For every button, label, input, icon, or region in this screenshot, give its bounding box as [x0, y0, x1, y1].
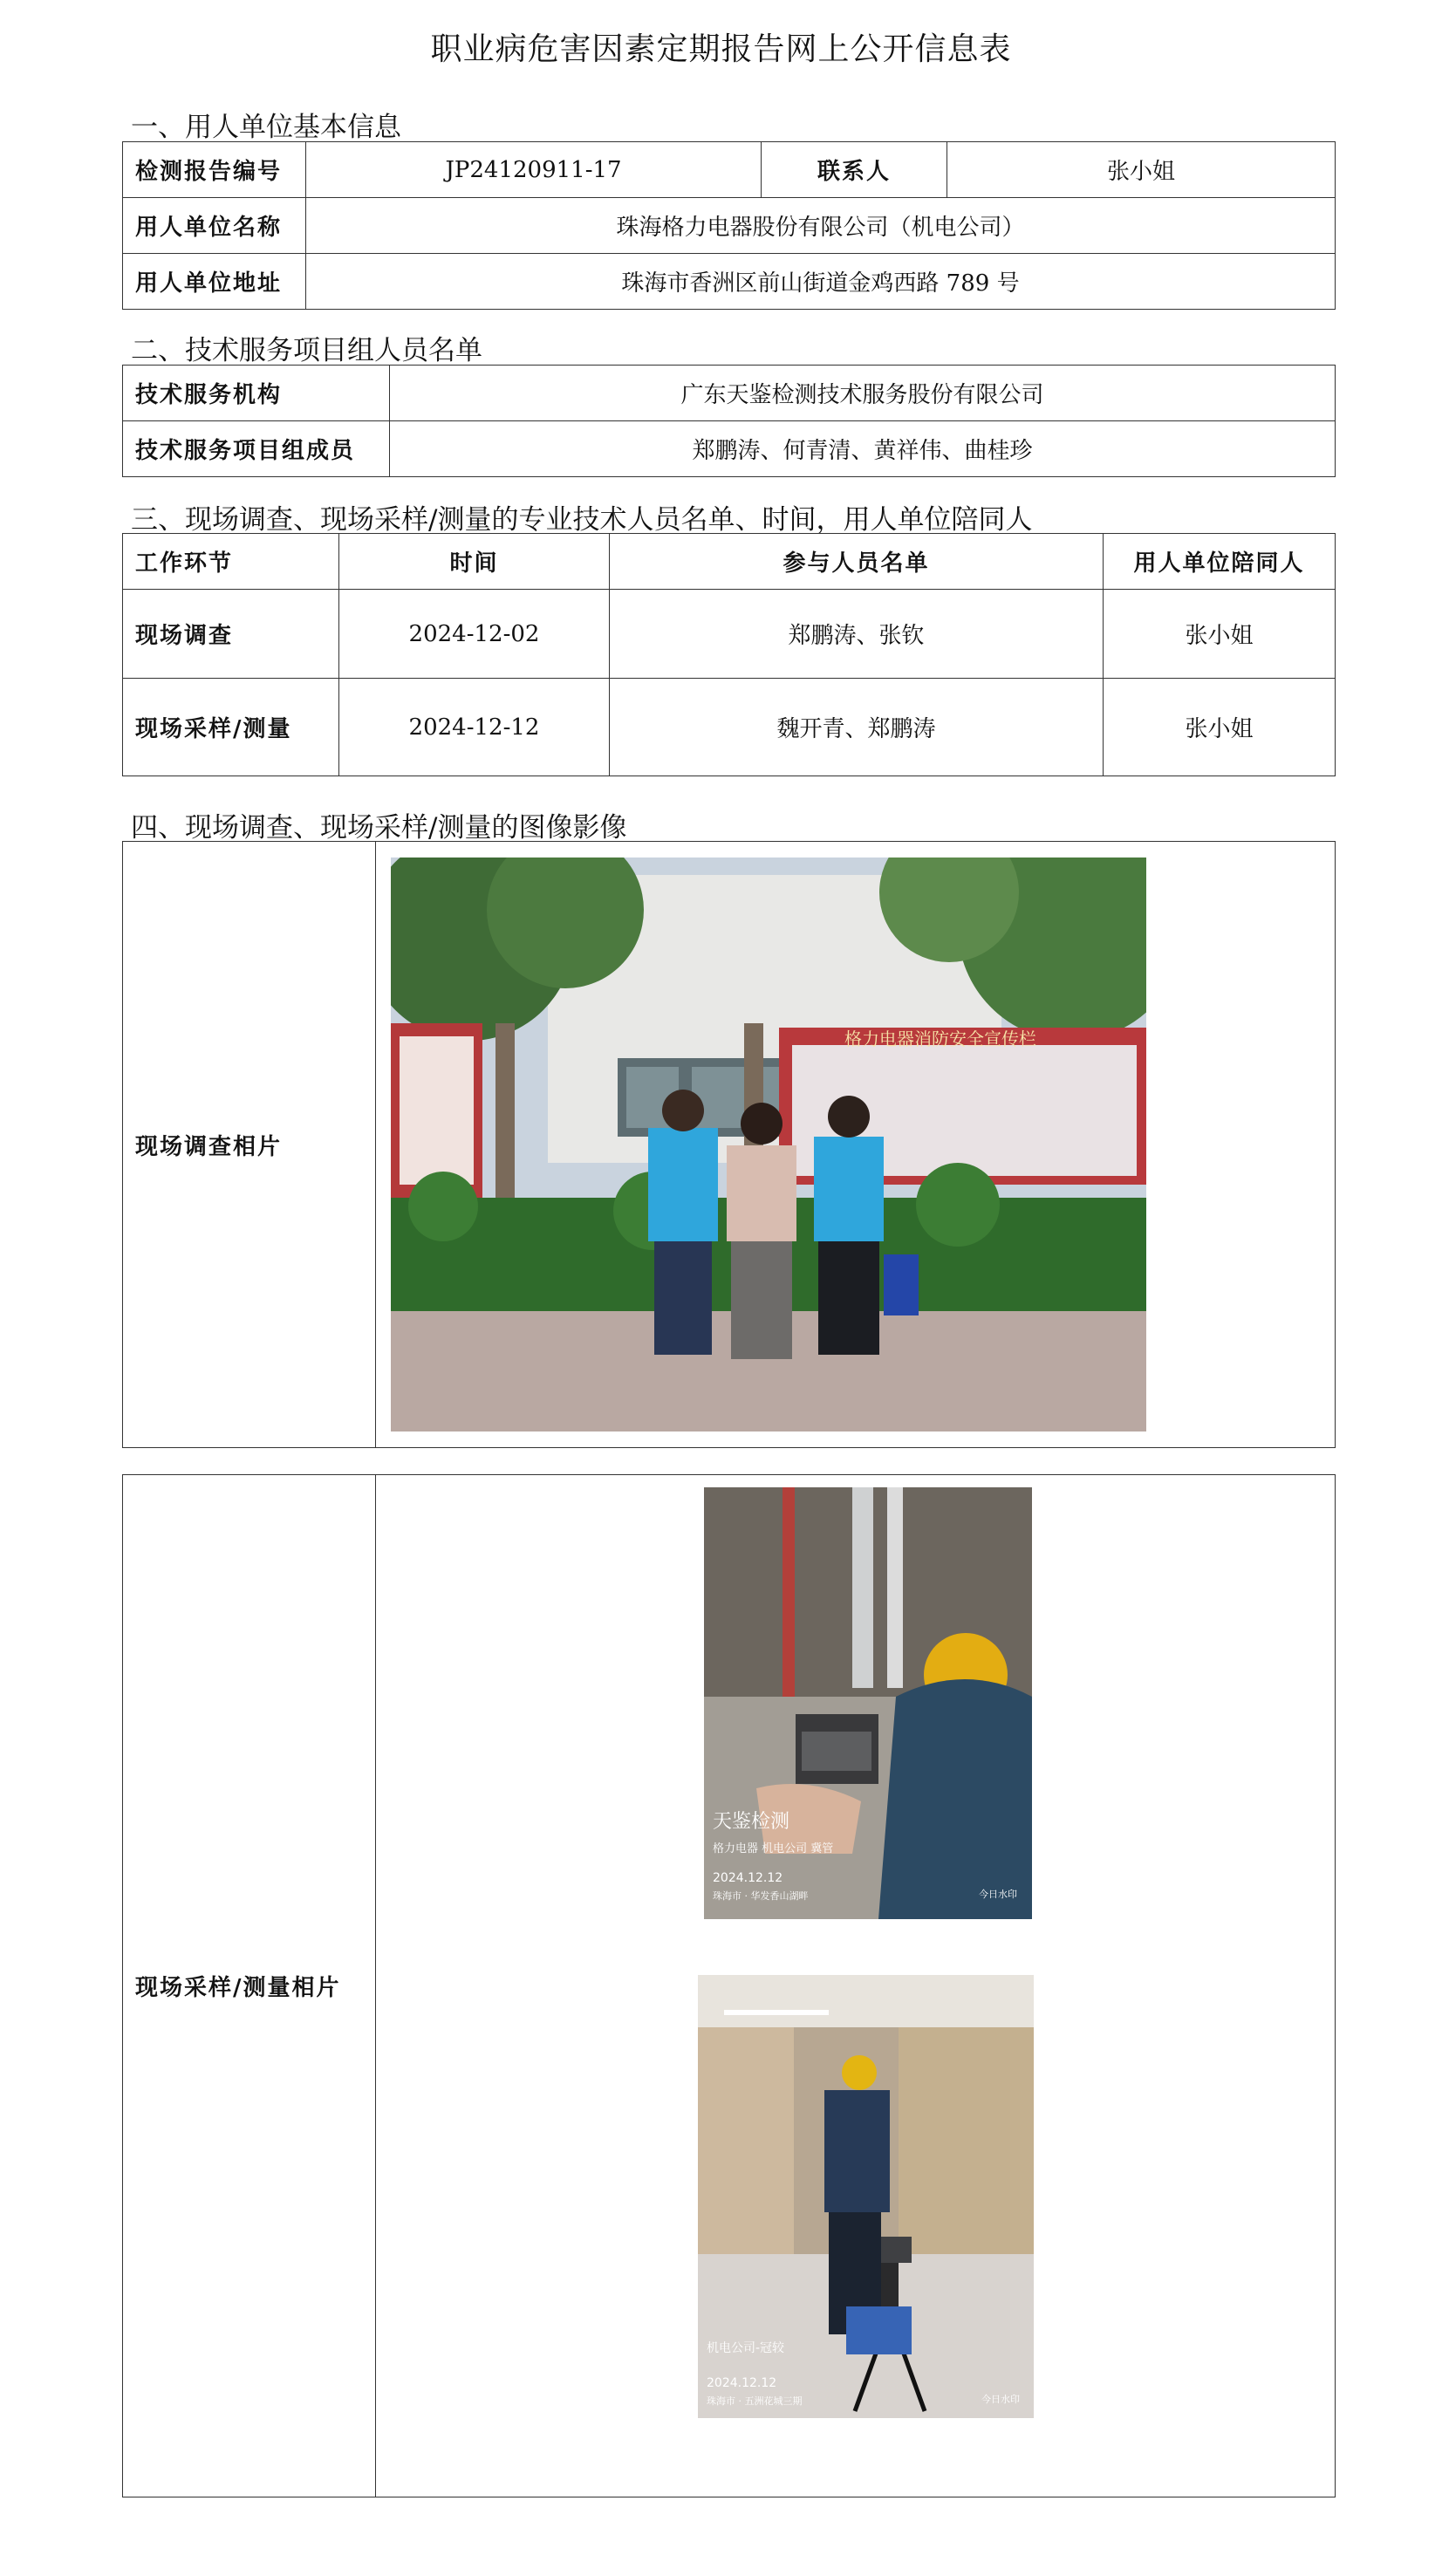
photo1-corner: 今日水印	[979, 1889, 1017, 1900]
section3-heading: 三、现场调查、现场采样/测量的专业技术人员名单、时间，用人单位陪同人	[131, 504, 1033, 536]
basic-info-table	[122, 141, 1336, 310]
table-row	[123, 366, 1336, 421]
row1-people: 郑鹏涛、张钦	[610, 590, 1104, 679]
team-table	[122, 365, 1336, 477]
contact-label: 联系人	[762, 142, 947, 198]
sampling-photo-2	[698, 1975, 1034, 2418]
section1-heading: 一、用人单位基本信息	[131, 112, 401, 143]
address-value: 珠海市香洲区前山街道金鸡西路 789 号	[306, 254, 1336, 310]
company-value: 珠海格力电器股份有限公司（机电公司）	[306, 198, 1336, 254]
personnel-table	[122, 533, 1336, 776]
table-row	[123, 679, 1336, 776]
members-label: 技术服务项目组成员	[123, 421, 390, 477]
contact-value: 张小姐	[947, 142, 1336, 198]
org-value: 广东天鉴检测技术服务股份有限公司	[390, 366, 1336, 421]
table-row	[123, 198, 1336, 254]
photo2-corner: 今日水印	[981, 2394, 1020, 2405]
report-no-label: 检测报告编号	[123, 142, 306, 198]
photo1-watermark-brand: 天鉴检测	[713, 1811, 790, 1833]
table-row	[123, 590, 1336, 679]
row2-escort: 张小姐	[1104, 679, 1336, 776]
header-date: 时间	[339, 534, 610, 590]
photo2-watermark-place: 珠海市 · 五洲花城三期	[707, 2395, 803, 2407]
sampling-photo-label: 现场采样/测量相片	[123, 1475, 376, 2497]
members-value: 郑鹏涛、何青清、黄祥伟、曲桂珍	[390, 421, 1336, 477]
sampling-photo-1	[704, 1487, 1032, 1919]
photo2-watermark-date: 2024.12.12	[707, 2376, 777, 2390]
survey-photo	[391, 858, 1146, 1431]
photo2-watermark-line1: 机电公司-冠较	[707, 2341, 785, 2355]
org-label: 技术服务机构	[123, 366, 390, 421]
table-row	[123, 421, 1336, 477]
page-title: 职业病危害因素定期报告网上公开信息表	[430, 31, 1012, 67]
row1-escort: 张小姐	[1104, 590, 1336, 679]
survey-board-text: 格力电器消防安全宣传栏	[844, 1028, 1036, 1049]
row1-stage: 现场调查	[123, 590, 339, 679]
row2-date: 2024-12-12	[339, 679, 610, 776]
section4-heading: 四、现场调查、现场采样/测量的图像影像	[131, 812, 627, 844]
row2-people: 魏开青、郑鹏涛	[610, 679, 1104, 776]
row1-date: 2024-12-02	[339, 590, 610, 679]
report-no-value: JP24120911-17	[306, 142, 762, 198]
table-header-row	[123, 534, 1336, 590]
address-label: 用人单位地址	[123, 254, 306, 310]
header-escort: 用人单位陪同人	[1104, 534, 1336, 590]
header-people: 参与人员名单	[610, 534, 1104, 590]
photo1-watermark-date: 2024.12.12	[713, 1871, 783, 1885]
header-stage: 工作环节	[123, 534, 339, 590]
row2-stage: 现场采样/测量	[123, 679, 339, 776]
table-row	[123, 142, 1336, 198]
photo1-watermark-place: 珠海市 · 华发香山湖畔	[713, 1890, 809, 1902]
survey-photo-label: 现场调查相片	[123, 842, 376, 1448]
photo1-watermark-line1: 格力电器 机电公司 冀管	[713, 1842, 834, 1855]
section2-heading: 二、技术服务项目组人员名单	[131, 335, 482, 366]
company-label: 用人单位名称	[123, 198, 306, 254]
table-row	[123, 254, 1336, 310]
